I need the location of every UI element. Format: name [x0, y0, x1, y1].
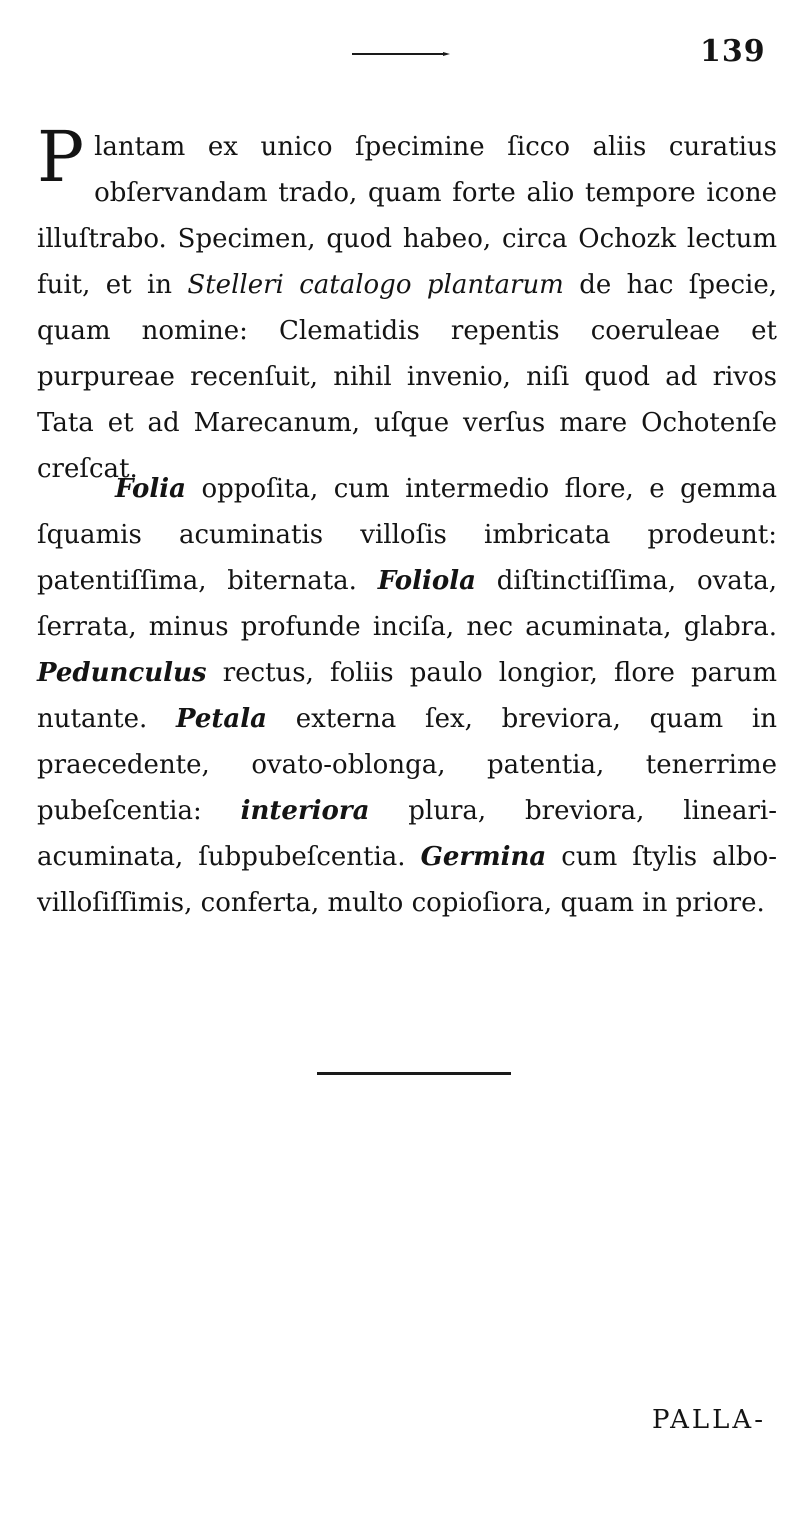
- term-folia: Folia: [115, 474, 186, 504]
- page-number: 139: [700, 34, 766, 69]
- header-rule: [352, 53, 444, 55]
- term-interiora: interiora: [240, 796, 370, 826]
- section-end-rule: [317, 1072, 511, 1075]
- description-text: externa ſex, breviora, quam in praecedente, ovato-oblonga, patentia, tenerrime pubeſcentia:: [37, 704, 777, 826]
- paragraph-text: lantam ex unico ſpecimine ſicco aliis curatius obſervandam trado, quam forte alio tempore icone illuſtrabo. Specimen, quod habeo, circa Ochozk lectum fuit, et in: [37, 132, 777, 300]
- description-text: cum ſtylis albo-villoſiſſimis, conferta, multo copioſiora, quam in priore.: [37, 842, 778, 918]
- term-foliola: Foliola: [377, 566, 476, 596]
- term-pedunculus: Pedunculus: [37, 658, 207, 688]
- paragraph-intro: [37, 116, 777, 492]
- catchword: PALLA-: [652, 1405, 766, 1435]
- drop-cap: P: [37, 116, 85, 198]
- term-germina: Germina: [420, 842, 547, 872]
- italic-citation: Stelleri catalogo plantarum: [187, 270, 564, 300]
- description-text: diſtinctiſſima, ovata, ſerrata, minus profunde inciſa, nec acuminata, glabra.: [37, 566, 777, 642]
- paragraph-description: [37, 466, 777, 926]
- description-text: plura, breviora, lineari-acuminata, ſubpubeſcentia.: [37, 796, 777, 872]
- description-text: rectus, foliis paulo longior, flore parum nutante.: [37, 658, 777, 734]
- term-petala: Petala: [176, 704, 267, 734]
- paragraph-text: de hac ſpecie, quam nomine: Clematidis repentis coeruleae et purpureae recenſuit, nihil invenio, niſi quod ad rivos Tata et ad Marecanum, uſque verſus mare Ochotenſe creſcat.: [37, 270, 777, 484]
- description-text: oppoſita, cum intermedio flore, e gemma ſquamis acuminatis villoſis imbricata prodeunt: patentiſſima, biternata.: [37, 474, 777, 596]
